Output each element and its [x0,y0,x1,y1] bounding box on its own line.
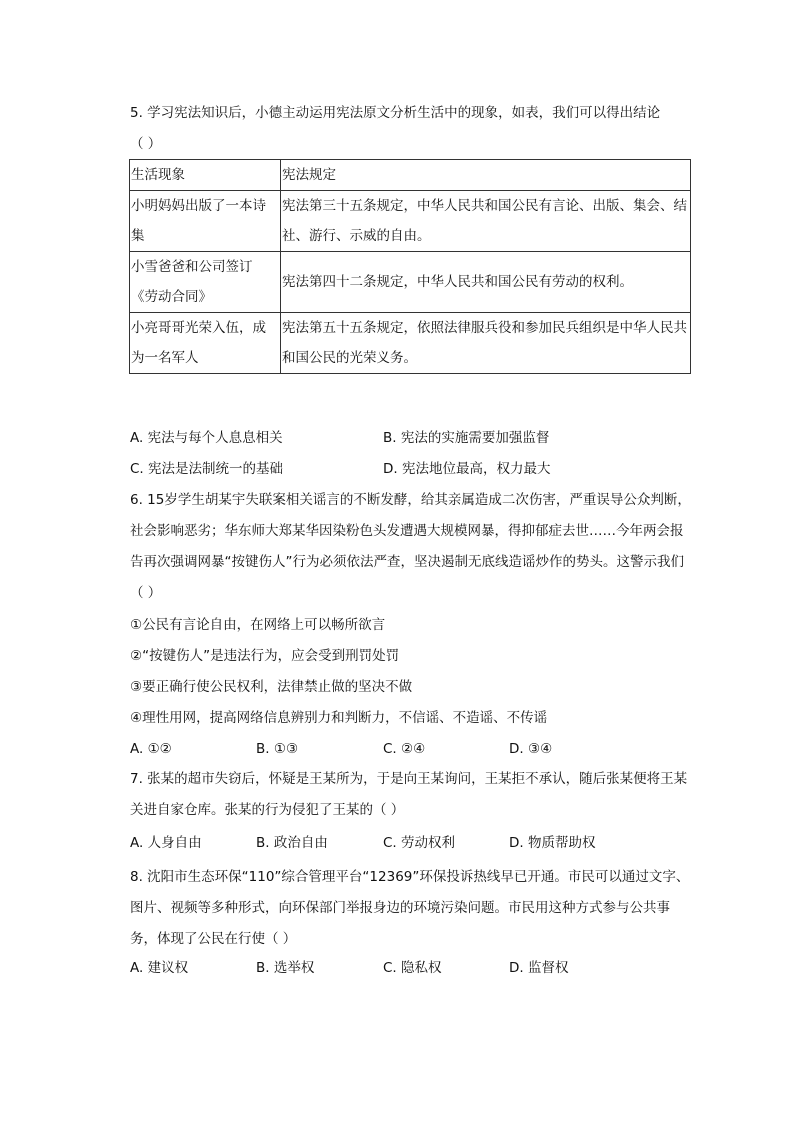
table-row [130,313,691,374]
q6-item-4: ④理性用网，提高网络信息辨别力和判断力，不信谣、不造谣、不传谣 [130,710,548,726]
table-cell: 宪法第三十五条规定，中华人民共和国公民有言论、出版、集会、结社、游行、示威的自由。 [281,191,691,252]
q6-option-d[interactable]: D. ③④ [509,741,553,757]
table-cell: 小明妈妈出版了一本诗集 [130,191,281,252]
q7-option-c[interactable]: C. 劳动权利 [383,835,456,851]
q6-item-2: ②“按键伤人”是违法行为，应会受到刑罚处罚 [130,648,400,664]
table-header-row [130,160,691,191]
q6-option-a[interactable]: A. ①② [130,741,172,757]
q5-stem-blank: （ ） [130,136,162,152]
q8-option-c[interactable]: C. 隐私权 [383,960,442,976]
q8-stem: 8. 沈阳市生态环保“110”综合管理平台“12369”环保投诉热线早已开通。市民可以通过文字、图片、视频等多种形式，向环保部门举报身边的环境污染问题。市民用这种方式参与公共事务，体现了公民在行使（ ） [130,869,690,947]
q5-option-c[interactable]: C. 宪法是法制统一的基础 [130,461,284,477]
q5-table [129,159,691,374]
q6-stem: 6. 15岁学生胡某宇失联案相关谣言的不断发酵，给其亲属造成二次伤害，严重误导公众判断，社会影响恶劣；华东师大郑某华因染粉色头发遭遇大规模网暴，得抑郁症去世……今年两会报告再次强调网暴“按键伤人”行为必须依法严查，坚决遏制无底线造谣炒作的势头。这警示我们（ ） [130,492,691,601]
q5-option-a[interactable]: A. 宪法与每个人息息相关 [130,430,283,446]
q5-option-d[interactable]: D. 宪法地位最高，权力最大 [383,461,551,477]
q7-option-a[interactable]: A. 人身自由 [130,835,202,851]
q8-option-b[interactable]: B. 选举权 [256,960,315,976]
table-header-cell: 生活现象 [130,160,281,191]
q7-option-d[interactable]: D. 物质帮助权 [509,835,596,851]
q7-option-b[interactable]: B. 政治自由 [256,835,328,851]
q8-option-a[interactable]: A. 建议权 [130,960,189,976]
q5-option-b[interactable]: B. 宪法的实施需要加强监督 [383,430,550,446]
q8-option-d[interactable]: D. 监督权 [509,960,569,976]
q6-item-3: ③要正确行使公民权利，法律禁止做的坚决不做 [130,679,413,695]
table-cell: 宪法第四十二条规定，中华人民共和国公民有劳动的权利。 [281,252,691,313]
q6-item-1: ①公民有言论自由，在网络上可以畅所欲言 [130,617,386,633]
table-cell: 宪法第五十五条规定，依照法律服兵役和参加民兵组织是中华人民共和国公民的光荣义务。 [281,313,691,374]
table-cell: 小雪爸爸和公司签订《劳动合同》 [130,252,281,313]
q5-stem-line1: 5. 学习宪法知识后，小德主动运用宪法原文分析生活中的现象，如表，我们可以得出结论 [130,105,661,121]
q7-stem: 7. 张某的超市失窃后，怀疑是王某所为，于是向王某询问，王某拒不承认，随后张某便将王某关进自家仓库。张某的行为侵犯了王某的（ ） [130,771,688,818]
table-row [130,252,691,313]
table-row [130,191,691,252]
table-cell: 小亮哥哥光荣入伍，成为一名军人 [130,313,281,374]
q6-option-c[interactable]: C. ②④ [383,741,426,757]
q6-option-b[interactable]: B. ①③ [256,741,299,757]
table-header-cell: 宪法规定 [281,160,691,191]
